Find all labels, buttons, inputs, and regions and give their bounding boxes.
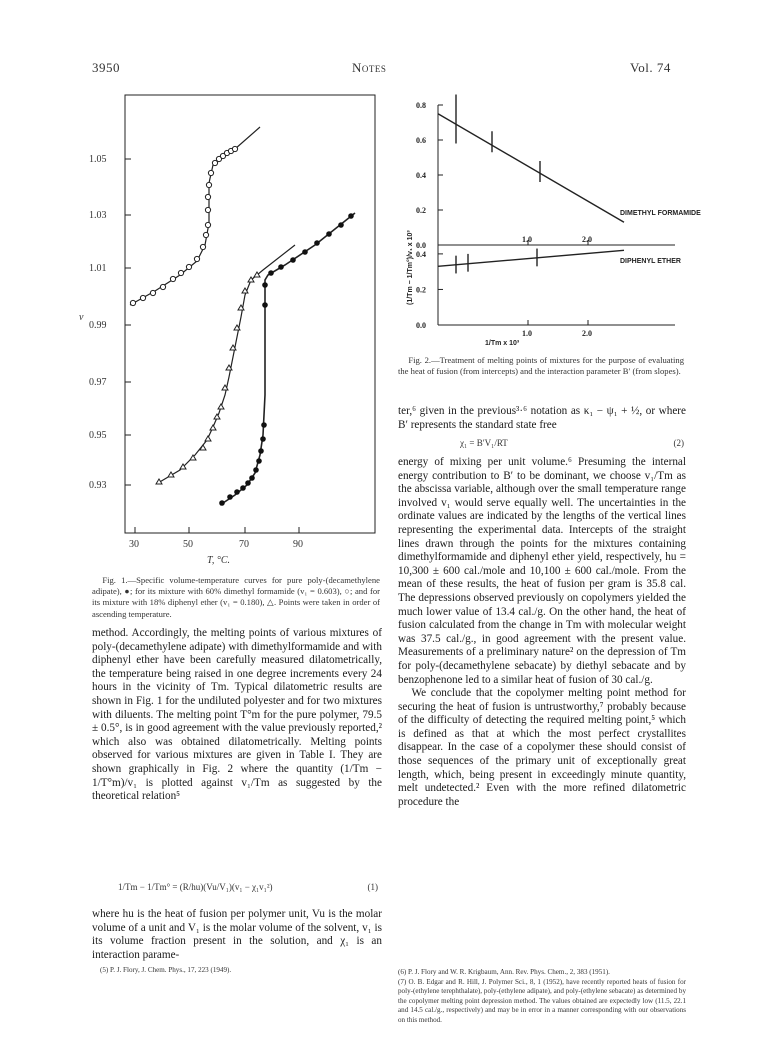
fig2-ytick-label: 0.6 <box>416 136 426 145</box>
footnote-7: (7) O. B. Edgar and R. Hill, J. Polymer Sci., 8, 1 (1952), have recently reported heats of fusion for poly-(ethylene terephthalate), poly-(ethylene adipate), and poly-(ethylene sebacate) as determined by the copolymer melting point depression method. The values obtained are expectedly low (11.5, 22.1 and 14.5 cal./g., respectively) and may be in error in a manner corresponding with our observations on this method. <box>398 977 686 1024</box>
body-paragraph: where hu is the heat of fusion per polymer unit, Vu is the molar volume of a unit and V₁ is the molar volume of the solvent, v₁ is its volume fraction present in the solution, and χ₁ is an interaction parame- <box>92 908 382 961</box>
volume-label: Vol. 74 <box>630 60 671 75</box>
fig1-xlabel: T, °C. <box>207 555 230 566</box>
body-paragraph: ter,⁶ given in the previous³·⁶ notation as κ₁ − ψ₁ + ½, or where B′ represents the standard state free <box>398 405 686 431</box>
fig2-xtick-label: 2.0 <box>582 235 592 244</box>
figure-2 <box>390 95 701 360</box>
fig2-xlabel: 1/Tm x 10³ <box>485 340 520 347</box>
left-column <box>92 627 382 804</box>
fig2-xtick-label: 1.0 <box>522 235 532 244</box>
fig2-series-label-dpe: DIPHENYL ETHER <box>620 258 681 265</box>
footnote-5: (5) P. J. Flory, J. Chem. Phys., 17, 223 (1949). <box>100 966 232 974</box>
fig1-xtick: 50 <box>183 539 193 550</box>
fig1-xtick: 90 <box>293 539 303 550</box>
fig2-xtick-label: 2.0 <box>582 329 592 338</box>
fig2-fit-line-dpe <box>438 250 624 266</box>
fig2-ytick-label: 0.0 <box>416 241 426 250</box>
fig2-ytick-label: 0.8 <box>416 101 426 110</box>
fig2-series-label-dmf: DIMETHYL FORMAMIDE <box>620 210 701 217</box>
fig2-ytick-label: 0.0 <box>416 321 426 330</box>
fig1-xtick: 30 <box>129 539 139 550</box>
figure-2-caption: Fig. 2.—Treatment of melting points of mixtures for the purpose of evaluating the heat of fusion (from intercepts) and the interaction parameter B′ (from slopes). <box>398 355 684 377</box>
equation-1 <box>118 882 378 892</box>
equation-1-body: 1/Tm − 1/Tm° = (R/hu)(Vu/V₁)(v₁ − χ₁v₁²) <box>118 882 273 892</box>
fig2-ytick-label: 0.2 <box>416 285 426 295</box>
fig2-fit-line-dmf <box>438 114 624 223</box>
equation-2 <box>460 438 684 448</box>
equation-2-body: χ₁ = B′V₁/RT <box>460 438 508 448</box>
fig2-ytick-label: 0.4 <box>416 249 426 259</box>
right-column-cont <box>398 456 686 809</box>
fig2-ytick-label: 0.4 <box>416 171 426 180</box>
footnotes-right <box>398 968 686 1026</box>
fig2-xtick-label: 1.0 <box>522 329 532 338</box>
figure-1-frame <box>125 95 375 533</box>
fig2-ylabel: (1/Tm − 1/Tm°)/v₁ x 10³ <box>407 230 414 305</box>
fig1-curve-filled <box>219 213 355 506</box>
fig1-ytick: 0.99 <box>89 320 107 331</box>
figure-1 <box>79 95 385 570</box>
page-number: 3950 <box>92 60 120 75</box>
fig1-ytick: 1.05 <box>89 154 107 165</box>
left-column-cont <box>92 908 382 962</box>
fig1-ytick: 1.01 <box>89 263 107 274</box>
fig2-ytick-label: 0.2 <box>416 206 426 215</box>
footnote-6: (6) P. J. Flory and W. R. Krigbaum, Ann. Rev. Phys. Chem., 2, 383 (1951). <box>398 968 610 976</box>
figure-1-caption: Fig. 1.—Specific volume-temperature curves for pure poly-(decamethylene adipate), ●; for its mixture with 60% dimethyl formamide (v₁ = 0.603), ○; and for its mixture with 18% diphenyl ether (v₁ = 0.180), △. Points were taken in order of ascending temperature. <box>92 575 380 619</box>
running-title: Notes <box>352 60 387 75</box>
equation-1-number: (1) <box>367 882 378 892</box>
fig1-ytick: 0.95 <box>89 430 107 441</box>
body-paragraph: method. Accordingly, the melting points of various mixtures of poly-(decamethylene adipate) with dimethylformamide and with diphenyl ether have been carefully measured dilatometrically, the temperature being raised in one degree increments every 24 hours in the vicinity of Tm. Typical dilatometric results are shown in Fig. 1 for the undiluted polyester and for two mixtures with diluents. The melting point T°m for the pure polymer, 79.5 ± 0.5°, is in good agreement with the value previously reported,² which also was obtained dilatometrically. Melting points observed for various mixtures are given in Table I. They are shown graphically in Fig. 2 where the quantity (1/Tm − 1/T°m)/v₁ is plotted against v₁/Tm as suggested by the theoretical relation⁵ <box>92 627 382 803</box>
fig1-xtick: 70 <box>239 539 249 550</box>
fig1-curve-triangles <box>156 245 295 484</box>
fig1-ytick: 1.03 <box>89 210 107 221</box>
fig1-ytick: 0.93 <box>89 480 107 491</box>
right-column <box>398 405 686 432</box>
fig1-curve-circles <box>130 127 260 306</box>
fig1-ylabel: v <box>79 312 84 323</box>
body-paragraph: We conclude that the copolymer melting point method for securing the heat of fusion is untrustworthy,⁷ probably because of the difficulty of detecting the required melting point,⁵ which is defined as that at which the most perfect crystallites disappear. In the case of a copolymer these should consist of those sequences of the primary unit of exceptionally great length, which, being present in exceedingly minute quantity, melt undetected.² Even with the more refined dilatometric procedure the <box>398 687 686 808</box>
body-paragraph: energy of mixing per unit volume.⁶ Presuming the internal energy contribution to B′ to be dominant, we choose v₁/Tm as the abscissa variable, although over the small temperature range involved v₁ would serve equally well. The uncertainties in the ordinate values are indicated by the lengths of the vertical lines representing the experimental data. Intercepts of the straight lines drawn through the points for the mixtures containing dimethylformamide and diphenyl ether yield, respectively, hu = 10,300 ± 600 cal./mole and 10,100 ± 600 cal./mole. From the mean of these results, the heat of fusion per gram is 35.8 cal. The depressions observed previously on copolymers yielded the much lower value of 13.4 cal./g. On the other hand, the heat of fusion calculated from the change in Tm with molecular weight was 37.5 cal./g., in good agreement with the present value. Measurements of a preliminary nature² on the depression of Tm for poly-(decamethylene sebacate) by diethyl sebacate and by benzophenone led to a similar heat of fusion of 30 cal./g. <box>398 456 686 686</box>
equation-2-number: (2) <box>673 438 684 448</box>
fig1-ytick: 0.97 <box>89 377 107 388</box>
